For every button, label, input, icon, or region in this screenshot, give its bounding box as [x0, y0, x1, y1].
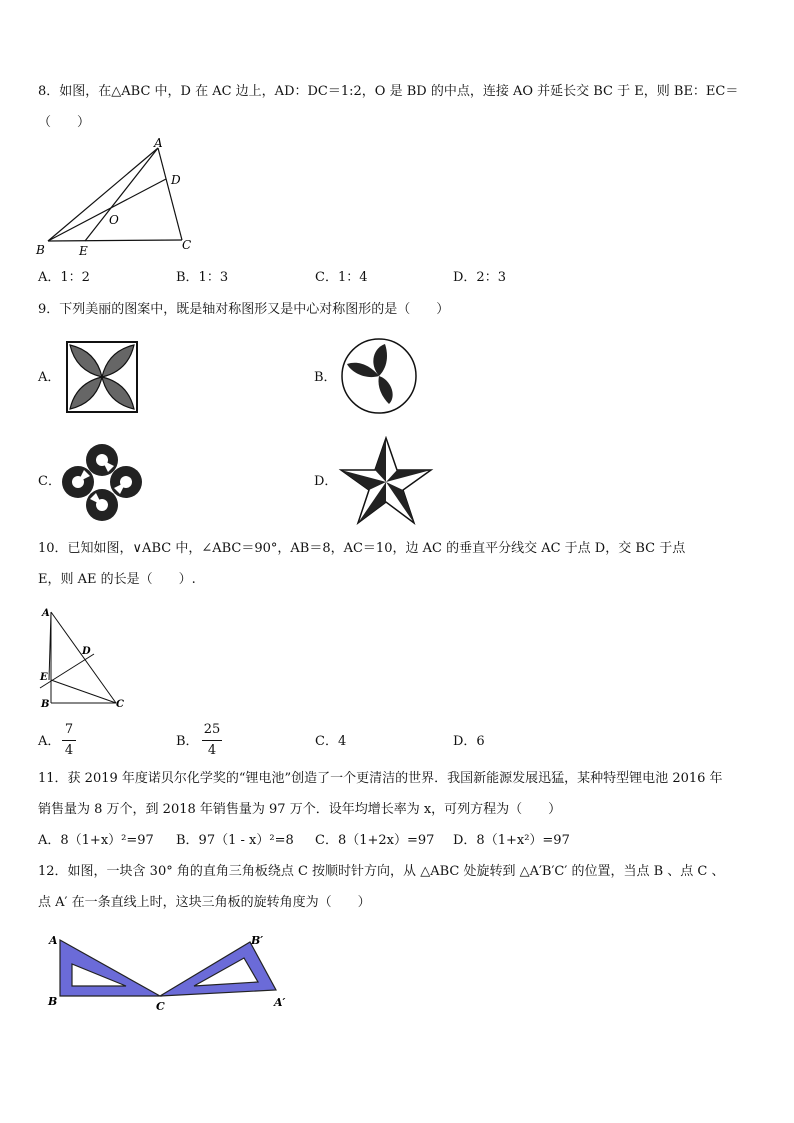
q12-label-c: C: [156, 1000, 165, 1013]
q8-side-ac: [158, 148, 182, 240]
q12-label-a: A: [49, 934, 58, 947]
q12-label-b: B: [48, 995, 58, 1008]
q11-option-c: C．8（1+2x）=97: [315, 833, 435, 848]
q11-option-d: D．8（1+x²）=97: [453, 833, 570, 848]
q11-stem-line2: 销售量为 8 万个，到 2018 年销售量为 97 万个．设年均增长率为 x，可列方程为（ ）: [38, 802, 562, 817]
q10-option-a-numerator: 7: [64, 722, 74, 737]
q8-stem-line2: （ ）: [38, 115, 91, 130]
q8-option-d: D．2：3: [453, 270, 506, 285]
q8-label-d: D: [171, 173, 181, 187]
q8-label-b: B: [36, 243, 45, 257]
q8-segment-bd: [48, 179, 166, 241]
q10-option-a-denominator: 4: [64, 743, 74, 758]
q8-segment-ae: [85, 148, 158, 241]
q10-label-a: A: [42, 608, 50, 619]
q9-stem: 9．下列美丽的图案中，既是轴对称图形又是中心对称图形的是（ ）: [38, 302, 450, 317]
q9-option-d-figure: [338, 436, 434, 526]
q10-option-a-label: A．: [38, 734, 61, 749]
q9-option-d-label: D．: [314, 474, 338, 489]
q10-option-d: D．6: [453, 734, 485, 749]
q10-option-b-label: B．: [176, 734, 199, 749]
q10-label-c: C: [116, 699, 124, 710]
q12-triangle-a2b2c2: [160, 942, 276, 996]
q8-option-c: C．1：4: [315, 270, 368, 285]
q10-segment-ec: [51, 680, 116, 703]
q12-stem-line1: 12．如图，一块含 30° 角的直角三角板绕点 C 按顺时针方向，从 △ABC 处旋转到 △A′B′C′ 的位置，当点 B 、点 C 、: [38, 864, 725, 879]
q9a-petal-tl: [70, 345, 102, 377]
q8-triangle-figure: [30, 138, 210, 258]
q10-triangle-figure: [36, 604, 136, 714]
q8-stem-line1: 8．如图，在△ABC 中，D 在 AC 边上，AD：DC＝1:2，O 是 BD 的中点，连接 AO 并延长交 BC 于 E，则 BE：EC＝: [38, 84, 739, 99]
q9-option-c-figure: [60, 442, 144, 524]
q8-side-bc: [48, 240, 182, 241]
q10-label-b: B: [41, 699, 50, 710]
q9-option-c-label: C．: [38, 474, 61, 489]
q9-option-b-figure: [339, 336, 419, 416]
q10-side-ac: [51, 612, 116, 703]
q11-option-a: A．8（1+x）²=97: [38, 833, 154, 848]
q11-option-b: B．97（1 - x）²=8: [176, 833, 294, 848]
q8-label-o: O: [109, 213, 119, 227]
q8-label-a: A: [154, 138, 163, 150]
q10-bisector-de: [40, 654, 94, 688]
q12-stem-line2: 点 A′ 在一条直线上时，这块三角板的旋转角度为（ ）: [38, 895, 371, 910]
q12-triangle-figure: [44, 932, 294, 1014]
q12-label-b-prime: B′: [251, 934, 264, 947]
q8-label-c: C: [182, 238, 192, 252]
q9a-petal-bl: [70, 377, 102, 409]
q10-option-a-fraction: [62, 722, 76, 759]
q8-label-e: E: [79, 244, 88, 258]
q10-option-b-fraction: [202, 722, 222, 759]
q9a-petal-tr: [102, 345, 134, 377]
q10-label-e: E: [40, 672, 48, 683]
q10-option-c: C．4: [315, 734, 347, 749]
q9a-petal-br: [102, 377, 134, 409]
q9-option-a-figure: [66, 341, 138, 413]
q8-option-a: A．1：2: [38, 270, 90, 285]
q12-triangle-abc: [60, 940, 160, 996]
q10-stem-line2: E，则 AE 的长是（ ）.: [38, 572, 196, 587]
q8-option-b: B．1：3: [176, 270, 229, 285]
q10-stem-line1: 10．已知如图，∨ABC 中，∠ABC＝90°，AB＝8，AC＝10，边 AC 的垂直平分线交 AC 于点 D，交 BC 于点: [38, 541, 686, 556]
q8-side-ab: [48, 148, 158, 241]
q10-label-d: D: [82, 646, 91, 657]
q10-option-b-denominator: 4: [207, 743, 217, 758]
q11-stem-line1: 11．获 2019 年度诺贝尔化学奖的“锂电池”创造了一个更清洁的世界．我国新能源发展迅猛，某种特型锂电池 2016 年: [38, 771, 723, 786]
q12-label-a-prime: A′: [274, 996, 286, 1009]
q9-option-a-label: A．: [38, 370, 61, 385]
q10-option-b-numerator: 25: [203, 722, 221, 737]
q9-option-b-label: B．: [314, 370, 337, 385]
